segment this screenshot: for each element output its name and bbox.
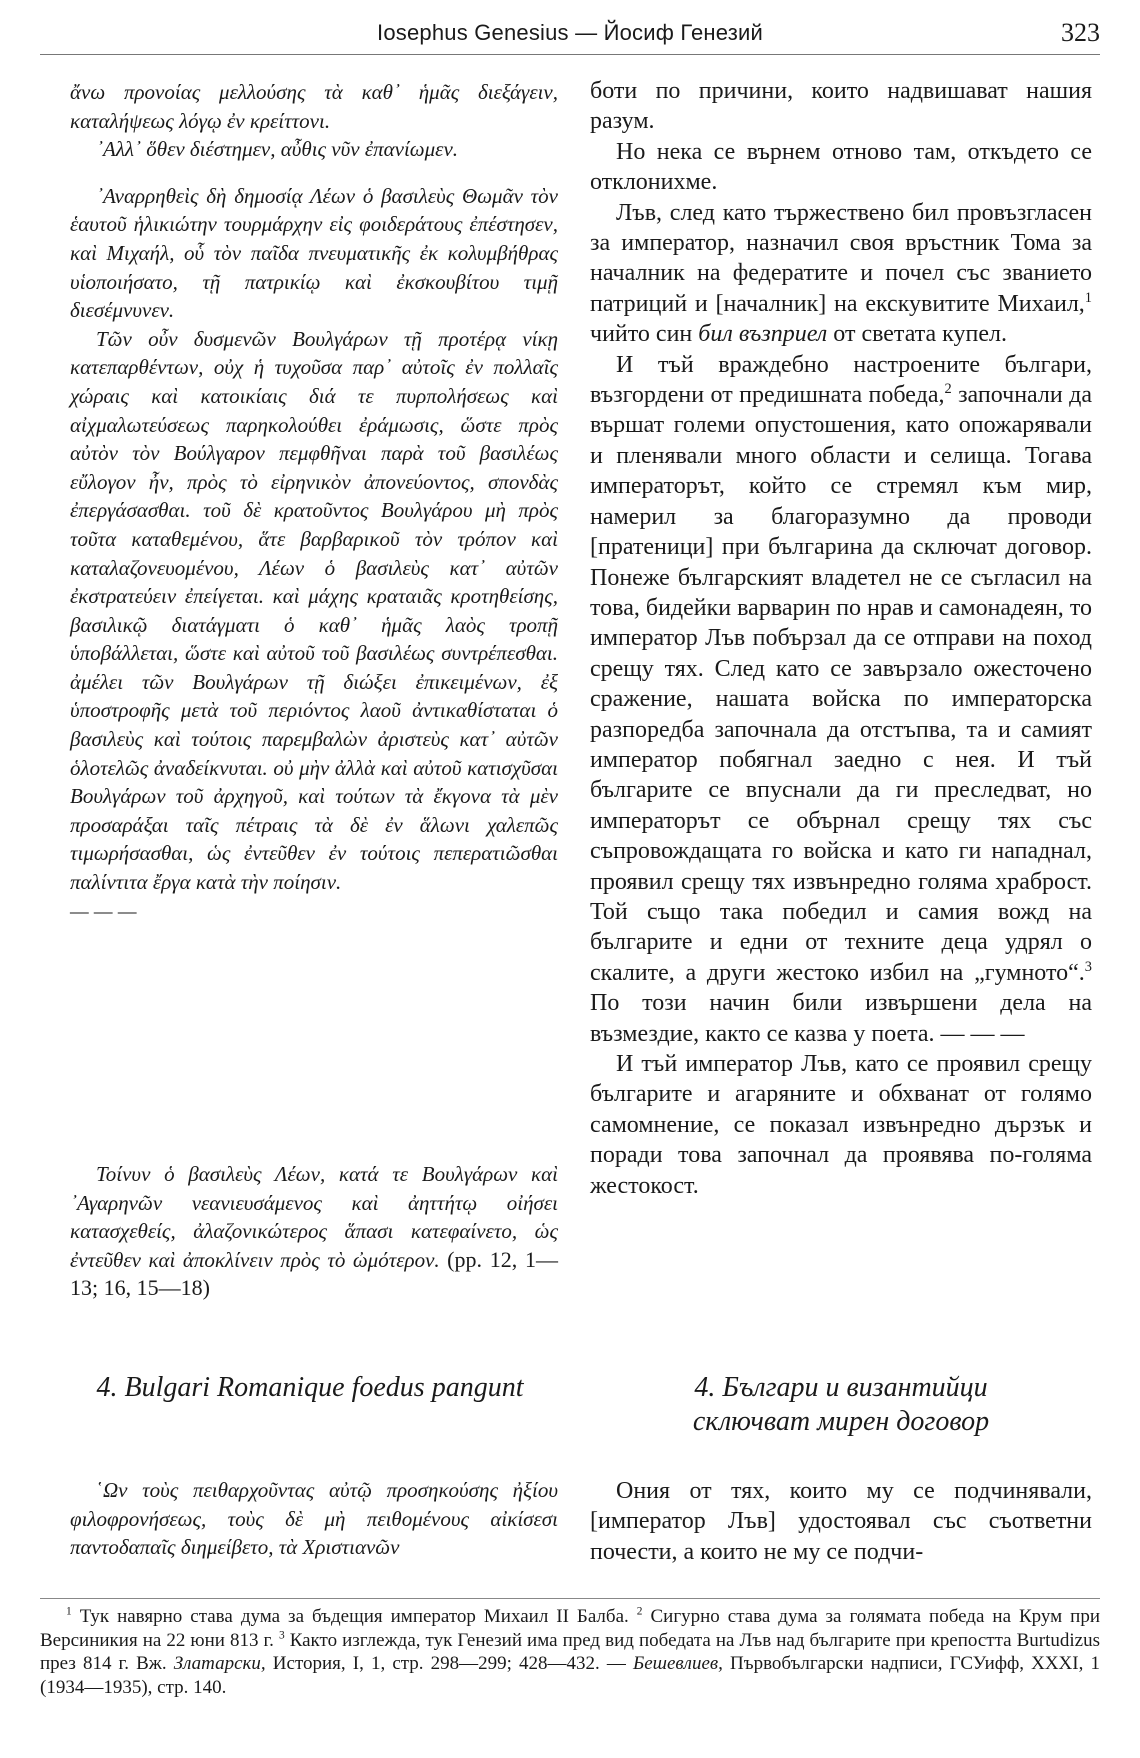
footnote-block bbox=[40, 1605, 1100, 1699]
footnote-marker: 2 bbox=[944, 381, 952, 398]
running-header bbox=[40, 14, 1100, 55]
bulgarian-section-title-line: 4. Българи и византийци bbox=[694, 1372, 988, 1403]
greek-column-top bbox=[70, 78, 558, 925]
greek-paragraph: ῾Ων τοὺς πειθαρχοῦντας αὐτῷ προσηκούσης ἠξίου φιλοφρονήσεως, τοὺς δὲ μὴ πειθομένους αἰκίσεσι παντοδαπαῖς διημείβετο, τὰ Χριστιανῶν bbox=[70, 1478, 558, 1560]
running-title: Iosephus Genesius — Йосиф Генезий bbox=[377, 20, 763, 45]
bulgarian-paragraph: Ония от тях, които му се подчинявали, [император Лъв] удостоявал със съответни почести, а които не му се подчи- bbox=[590, 1478, 1092, 1565]
greek-paragraph: Τῶν οὖν δυσμενῶν Βουλγάρων τῇ προτέρᾳ νίκῃ κατεπαρθέντων, οὐχ ἡ τυχοῦσα παρ᾽ αὐτοῖς ἐν πολλαῖς χώραις καὶ κατοικίαις διά τε πυρπολήσεως καὶ αἰχμαλωτεύσεως παρηκολούθει ἐράμωσις, ὥστε πρὸς αὐτὸν τὸν Βούλγαρον πεμφθῆναι παρὰ τοῦ βασιλέως εὔλογον ἦν, πρὸς τὸ εἰρηνικὸν ἀπονεύοντος, σπονδὰς ἐπεργάσασθαι. τοῦ δὲ κρατοῦντος Βουλγάρου μὴ πρὸς τοῦτα καταθεμένου, ἅτε βαρβαρικοῦ τὸν τρόπον καὶ καταλαζονευομένου, Λέων ὁ βασιλεὺς κατ᾽ αὐτῶν ἐκστρατεύειν ἐπείγεται. καὶ μάχης κραταιᾶς κροτηθείσης, βασιλικῷ διατάγματι ὁ καθ᾽ ἡμᾶς λαὸς τροπῇ ὑποβάλλεται, ὥστε καὶ αὐτοῦ τοῦ βασιλέως συντρέπεσθαι. ἀμέλει τῶν Βουλγάρων τῇ διώξει ἐπικειμένων, ἐξ ὑποστροφῆς μετὰ τοῦ περιόντος λαοῦ ἀντικαθίσταται ὁ βασιλεὺς καὶ τούτοις παρεμβαλὼν ἀριστεὺς κατ᾽ αὐτῶν ὁλοτελῶς ἀναδείκνυται. οὐ μὴν ἀλλὰ καὶ αὐτοῦ κατισχῦσαι Βουλγάρων τοῦ ἀρχηγοῦ, καὶ τούτων τὰ ἔκγονα τὰ μὲν προσαράξαι ταῖς πέτραις τὰ δὲ ἐν ἅλωνι χαλεπῶς τιμωρήσασθαι, ὡς ἐντεῦθεν ἐν τούτοις πεπερατιῶσθαι παλίντιτα ἔργα κατὰ τὴν ποίησιν. bbox=[70, 326, 558, 895]
bulgarian-text: По този начин били извършени дела на възмездие, както се казва у поета. — — — bbox=[590, 990, 1092, 1047]
footnote-author: Златарски, bbox=[173, 1653, 266, 1675]
latin-section-title: 4. Bulgari Romanique foedus pangunt bbox=[96, 1372, 524, 1403]
greek-source-reference: (pp. 12, 1—13; 16, 15—18) bbox=[70, 1246, 559, 1301]
bulgarian-column bbox=[590, 76, 1092, 1201]
greek-column-lower bbox=[70, 1160, 558, 1303]
greek-text: Τοίνυν ὁ βασιλεὺς Λέων, κατά τε Βουλγάρων καὶ ᾽Αγαρηνῶν νεανιευσάμενος καὶ ἀηττήτῳ οἰήσει κατασχεθείς, ἀλαζονικώτερος ἅπασι κατεφαίνετο, ὡς ἐντεῦθεν καὶ ἀποκλίνειν πρὸς τὸ ὠμότερον. bbox=[70, 1162, 558, 1272]
greek-column-section4 bbox=[70, 1476, 558, 1562]
footnotes bbox=[40, 1598, 1100, 1699]
footnote-number: 1 bbox=[66, 1605, 72, 1618]
footnote-marker: 1 bbox=[1084, 289, 1092, 306]
page-number: 323 bbox=[1061, 18, 1100, 47]
greek-dashes: — — — bbox=[70, 898, 137, 923]
bulgarian-paragraph: Но нека се върнем отново там, откъдето се отклонихме. bbox=[590, 138, 1092, 196]
footnote-text: Първобългарски надписи, ГСУифф, XXXI, 1 (1934—1935), стр. 140. bbox=[40, 1653, 1100, 1698]
greek-paragraph: ἄνω προνοίας μελλούσης τὰ καθ᾽ ἡμᾶς διεξάγειν, καταλήψεως λόγῳ ἐν κρείττονι. bbox=[70, 80, 558, 133]
footnote-number: 2 bbox=[636, 1605, 643, 1618]
bulgarian-section-title-line: сключват мирен договор bbox=[692, 1406, 990, 1437]
footnote-number: 3 bbox=[278, 1629, 285, 1642]
bulgarian-paragraph bbox=[590, 198, 1092, 350]
footnote-text: История, I, 1, стр. 298—299; 428—432. — bbox=[265, 1653, 634, 1675]
greek-paragraph: ᾽Αλλ᾽ ὅθεν διέστημεν, αὖθις νῦν ἐπανίωμεν. bbox=[96, 137, 459, 162]
footnote-author: Бешевлиев, bbox=[633, 1653, 723, 1675]
greek-paragraph bbox=[70, 1160, 558, 1303]
bulgarian-text: от светата купел. bbox=[827, 321, 1007, 348]
bulgarian-column-section4 bbox=[590, 1476, 1092, 1567]
bulgarian-text: чийто син bbox=[590, 321, 699, 348]
bulgarian-text: Лъв, след като тържествено бил провъзгласен за император, назначил своя връстник Тома за началник на федератите и почел със званието патриций и [началник] на екскувитите Михаил, bbox=[590, 199, 1092, 317]
bulgarian-text: И тъй враждебно настроените българи, възгордени от предишната победа, bbox=[590, 351, 1092, 409]
bulgarian-paragraph: боти по причини, които надвишават нашия разум. bbox=[590, 78, 1092, 135]
bulgarian-text: започнали да вършат големи опустошения, като опожарявали и пленявали много области и селища. Тогава императорът, който се стремял към мир, намерил за благоразумно да проводи [пратеници] при българина да сключат договор. Понеже българският владетел не се съгласил на това, бидейки варварин по нрав и самонадеян, то император Лъв побързал да се отправи на поход срещу тях. След като се завързало ожесточено сражение, нашата войска по императорска разпоредба започнала да отстъпва, та и самият император побягнал заедно с нея. И тъй българите се впуснали да ги преследват, но императорът се обърнал срещу тях със съпровождащата го войска и като ги нападнал, проявил срещу тях извънредно голяма храброст. Той също така победил и самия вожд на българите и едни от техните деца удрял о скалите, а други жестоко избил на „гумното“. bbox=[590, 382, 1092, 986]
footnote-marker: 3 bbox=[1084, 958, 1092, 975]
footnote-text: Тук навярно става дума за бъдещия император Михаил II Балба. bbox=[71, 1606, 629, 1627]
greek-paragraph: ᾽Αναρρηθεὶς δὴ δημοσίᾳ Λέων ὁ βασιλεὺς Θωμᾶν τὸν ἑαυτοῦ ἡλικιώτην τουρμάρχην εἰς φοιδεράτους ἐπέστησεν, καὶ Μιχαήλ, οὗ τὸν παῖδα πνευματικῆς ἐκ κολυμβήθρας υἱοποιήσατο, τῇ πατρικίῳ καὶ ἐκσκουβίτου τιμῇ διεσέμνυνεν. bbox=[70, 183, 558, 323]
bulgarian-text-italic: бил възприел bbox=[698, 321, 828, 348]
bulgarian-paragraph: И тъй император Лъв, като се проявил срещу българите и агаряните и обхванат от голямо самомнение, се показал извънредно дързък и поради това започнал да проявява по-голяма жестокост. bbox=[590, 1051, 1092, 1199]
footnote-text: Както изглежда, тук Генезий има пред вид победата на Лъв над българите при крепостта Burtudizus през 814 г. Вж. bbox=[40, 1629, 1100, 1675]
bulgarian-paragraph bbox=[590, 350, 1092, 1049]
bulgarian-section-title bbox=[590, 1371, 1092, 1439]
footnote-text: Сигурно става дума за голямата победа на Крум при Версиникия на 22 юни 813 г. bbox=[40, 1606, 1101, 1651]
